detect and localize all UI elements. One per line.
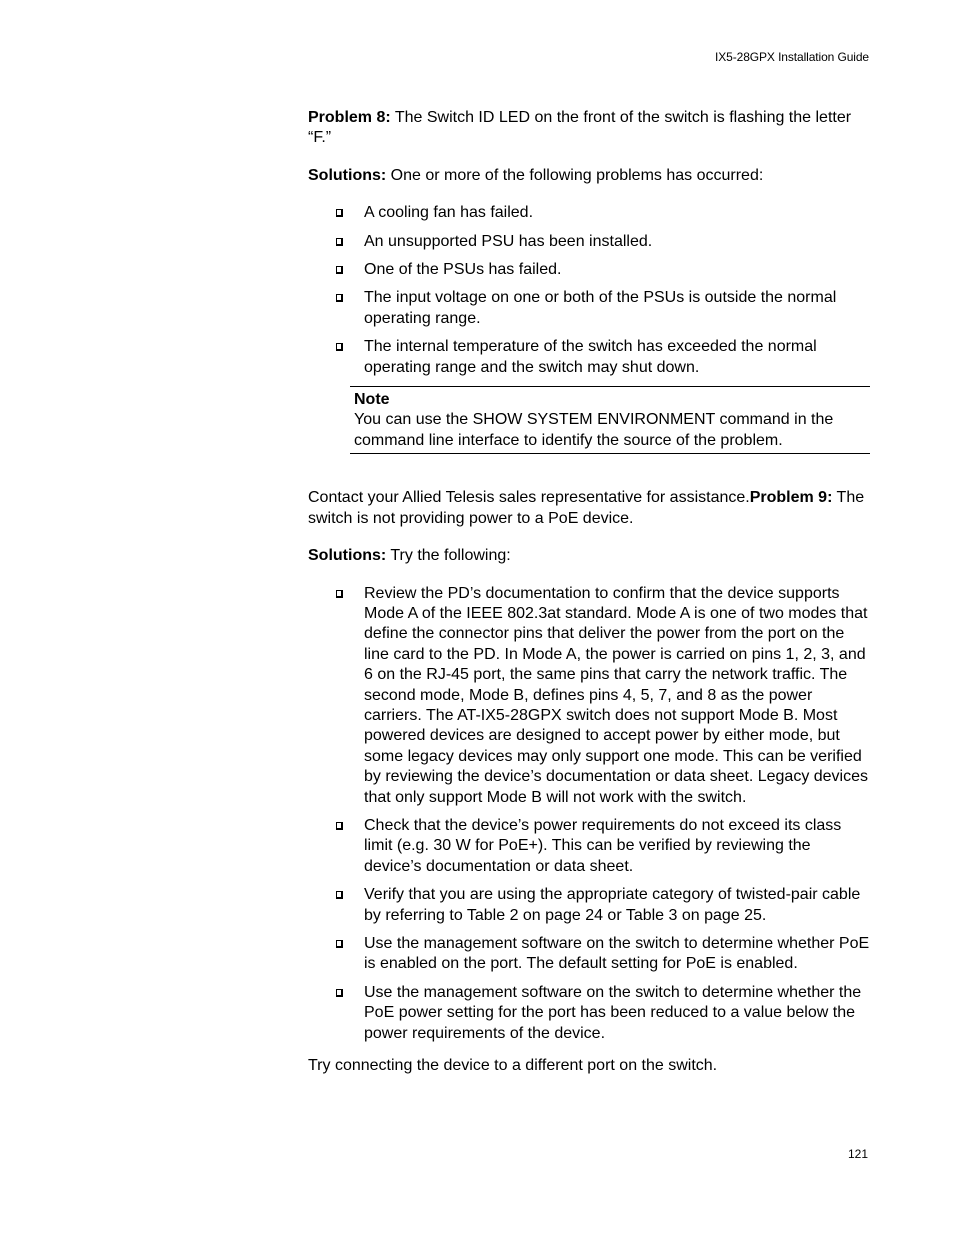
closing-text: Try connecting the device to a different port on the switch. [308, 1057, 718, 1075]
note-box [350, 386, 870, 454]
solutions-9-label: Solutions: [308, 547, 387, 565]
note-title: Note [354, 391, 390, 409]
list-item: An unsupported PSU has been installed. [364, 232, 870, 252]
list-item: One of the PSUs has failed. [364, 260, 870, 280]
list-item: Use the management software on the switch to determine whether the PoE power setting for the port has been reduced to a value below the power requirements of the device. [364, 983, 870, 1044]
solutions-9 [308, 546, 870, 566]
checkbox-bullet-icon [336, 989, 343, 997]
problem-8-text: The Switch ID LED on the front of the switch is flashing the letter “F.” [308, 109, 852, 147]
note-text: You can use the SHOW SYSTEM ENVIRONMENT command in the command line interface to identify the source of the problem. [354, 411, 834, 449]
page-body [308, 108, 870, 1093]
solutions-9-list [308, 584, 870, 1045]
list-item: Verify that you are using the appropriate category of twisted-pair cable by referring to Table 2 on page 24 or Table 3 on page 25. [364, 885, 870, 926]
checkbox-bullet-icon [336, 343, 343, 351]
problem-9-label: Problem 9: [749, 489, 833, 507]
contact-problem-9 [308, 488, 870, 529]
checkbox-bullet-icon [336, 822, 343, 830]
checkbox-bullet-icon [336, 266, 343, 274]
list-item: Review the PD’s documentation to confirm that the device supports Mode A of the IEEE 802.3at standard. Mode A is one of two modes that define the connector pins that deliver the power from the port on the line card to the PD. In Mode A, the power is carried on pins 1, 2, 3, and 6 on the RJ-45 port, the same pins that carry the network traffic. The second mode, Mode B, defines pins 4, 5, 7, and 8 as the power carriers. The AT-IX5-28GPX switch does not support Mode B. Most powered devices are designed to accept power by either mode, but some legacy devices may only support one mode. This can be verified by reviewing the device’s documentation or data sheet. Legacy devices that only support Mode B will not work with the switch. [364, 584, 870, 808]
checkbox-bullet-icon [336, 590, 343, 598]
solutions-8-label: Solutions: [308, 166, 387, 184]
list-item: Use the management software on the switch to determine whether PoE is enabled on the port. The default setting for PoE is enabled. [364, 934, 870, 975]
checkbox-bullet-icon [336, 891, 343, 899]
problem-8-label: Problem 8: [308, 109, 391, 126]
solutions-8-list [308, 203, 870, 378]
checkbox-bullet-icon [336, 940, 343, 948]
list-item: A cooling fan has failed. [364, 203, 870, 223]
checkbox-bullet-icon [336, 238, 343, 246]
checkbox-bullet-icon [336, 294, 343, 302]
problem-8 [308, 108, 870, 149]
running-header: IX5-28GPX Installation Guide [715, 50, 869, 64]
page-number: 121 [847, 1147, 868, 1161]
checkbox-bullet-icon [336, 209, 343, 217]
solutions-8 [308, 166, 870, 186]
list-item: Check that the device’s power requirements do not exceed its class limit (e.g. 30 W for PoE+). This can be verified by reviewing the device’s documentation or data sheet. [364, 816, 870, 877]
solutions-8-text: One or more of the following problems has occurred: [386, 166, 764, 184]
list-item: The input voltage on one or both of the PSUs is outside the normal operating range. [364, 288, 870, 329]
list-item: The internal temperature of the switch has exceeded the normal operating range and the switch may shut down. [364, 337, 870, 378]
problem-9-text: The switch is not providing power to a PoE device. [308, 489, 865, 527]
contact-text: Contact your Allied Telesis sales representative for assistance. [308, 489, 750, 507]
solutions-9-text: Try the following: [386, 547, 511, 565]
